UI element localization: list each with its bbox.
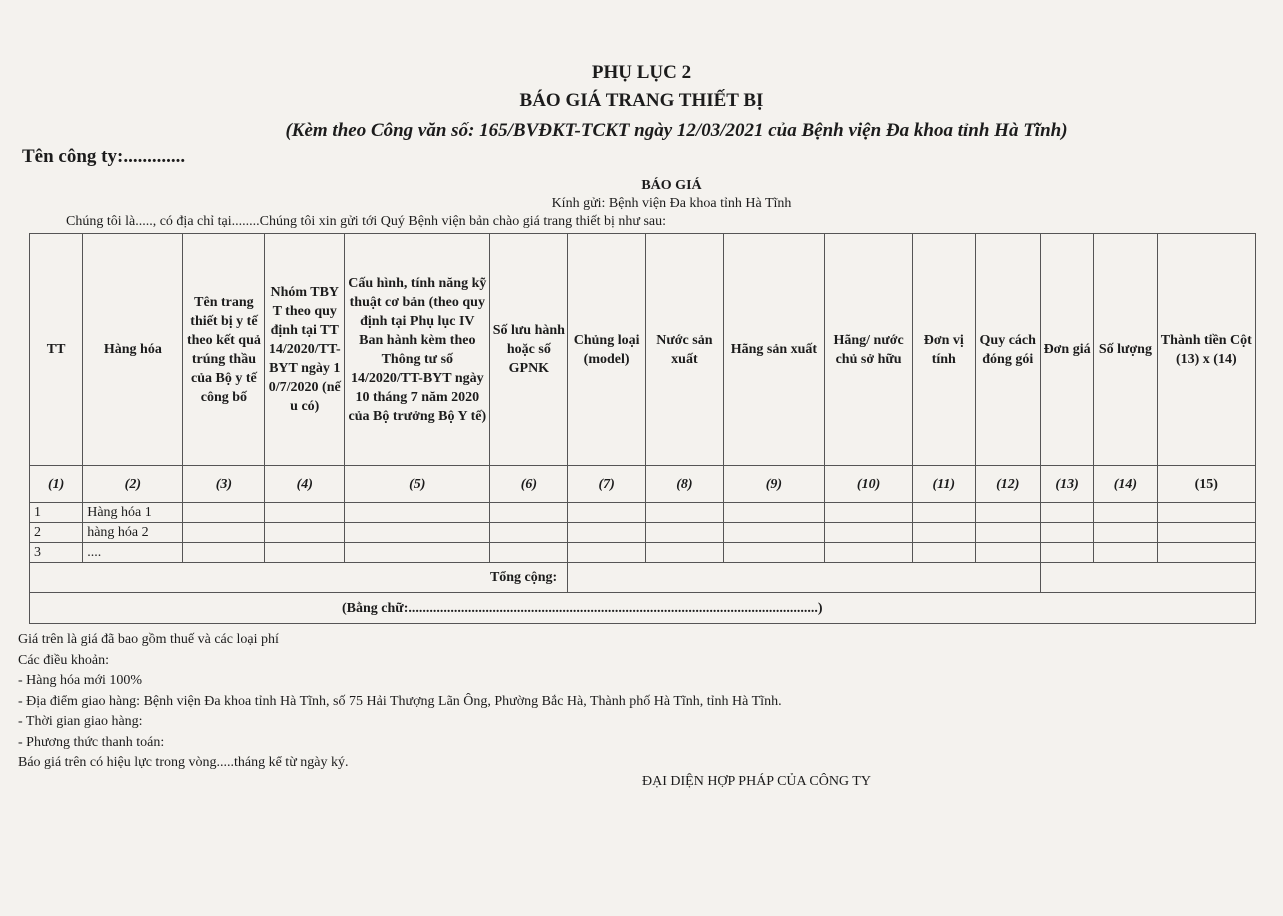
total-spacer [568, 563, 1041, 593]
col-index: (5) [345, 466, 490, 503]
note-line: - Hàng hóa mới 100% [18, 673, 143, 688]
col-header: Hãng/ nước chủ sở hữu [825, 234, 913, 466]
terms-notes [18, 630, 782, 774]
in-words-label: (Bằng chữ:.....................................................................................................................) [30, 593, 1256, 624]
col-header: Thành tiền Cột (13) x (14) [1157, 234, 1255, 466]
price-quote-table [29, 233, 1256, 624]
appendix-label: PHỤ LỤC 2 [591, 62, 692, 83]
note-line: Báo giá trên có hiệu lực trong vòng.....tháng kể từ ngày ký. [18, 755, 349, 770]
quote-heading: BÁO GIÁ [641, 178, 702, 193]
col-index: (14) [1094, 466, 1157, 503]
signature-label: ĐẠI DIỆN HỢP PHÁP CỦA CÔNG TY [642, 774, 871, 789]
col-header: Số lưu hành hoặc số GPNK [490, 234, 568, 466]
col-header: Đơn vị tính [913, 234, 975, 466]
col-index: (3) [183, 466, 265, 503]
col-header: Tên trang thiết bị y tế theo kết quả trúng thầu của Bộ y tế công bố [183, 234, 265, 466]
col-index: (15) [1157, 466, 1255, 503]
col-index: (11) [913, 466, 975, 503]
in-words-row [30, 593, 1256, 624]
quote-intro: Chúng tôi là....., có địa chỉ tại........Chúng tôi xin gửi tới Quý Bệnh viện bản chào giá trang thiết bị như sau: [66, 214, 666, 229]
note-line: - Phương thức thanh toán: [18, 734, 165, 750]
col-index: (8) [646, 466, 724, 503]
header-row [30, 234, 1256, 466]
col-index: (9) [723, 466, 824, 503]
col-index: (2) [83, 466, 183, 503]
row-tt: 2 [30, 523, 83, 543]
total-row [30, 563, 1256, 593]
note-line: - Thời gian giao hàng: [18, 714, 143, 729]
col-header: Hàng hóa [83, 234, 183, 466]
note-line: Các điều khoản: [18, 652, 109, 668]
col-header: TT [30, 234, 83, 466]
col-index: (10) [825, 466, 913, 503]
col-index: (12) [975, 466, 1040, 503]
col-header: Đơn giá [1040, 234, 1093, 466]
total-label: Tổng cộng: [30, 563, 568, 593]
col-header: Quy cách đóng gói [975, 234, 1040, 466]
col-index: (1) [30, 466, 83, 503]
col-index: (4) [265, 466, 345, 503]
table-row [30, 523, 1256, 543]
total-value [1040, 563, 1255, 593]
row-item: Hàng hóa 1 [83, 503, 183, 523]
row-tt: 1 [30, 503, 83, 523]
col-header: Nhóm TBYT theo quy định tại TT14/2020/TT-BYT ngày 10/7/2020 (nếu có) [265, 234, 345, 466]
row-item: hàng hóa 2 [83, 523, 183, 543]
column-index-row [30, 466, 1256, 503]
col-index: (7) [568, 466, 646, 503]
note-line: Giá trên là giá đã bao gồm thuế và các loại phí [18, 632, 279, 647]
note-line: - Địa điểm giao hàng: Bệnh viện Đa khoa tỉnh Hà Tĩnh, số 75 Hải Thượng Lãn Ông, Phường Bắc Hà, Thành phố Hà Tĩnh, tỉnh Hà Tĩnh. [18, 693, 782, 709]
col-header: Số lượng [1094, 234, 1157, 466]
row-item: .... [83, 543, 183, 563]
table-row [30, 543, 1256, 563]
company-name-field: Tên công ty:............. [22, 146, 186, 167]
row-tt: 3 [30, 543, 83, 563]
col-header: Cấu hình, tính năng kỹ thuật cơ bản (theo quy định tại Phụ lục IV Ban hành kèm theo Thông tư số 14/2020/TT-BYT ngày 10 tháng 7 năm 2020 của Bộ trưởng Bộ Y tế) [345, 234, 490, 466]
document-title: BÁO GIÁ TRANG THIẾT BỊ [519, 90, 764, 111]
document-subtitle: (Kèm theo Công văn số: 165/BVĐKT-TCKT ngày 12/03/2021 của Bệnh viện Đa khoa tỉnh Hà Tĩnh) [285, 120, 1068, 141]
col-header: Chủng loại (model) [568, 234, 646, 466]
col-index: (6) [490, 466, 568, 503]
quote-recipient: Kính gửi: Bệnh viện Đa khoa tỉnh Hà Tĩnh [551, 196, 792, 211]
col-index: (13) [1040, 466, 1093, 503]
col-header: Hãng sản xuất [723, 234, 824, 466]
col-header: Nước sản xuất [646, 234, 724, 466]
table-row [30, 503, 1256, 523]
